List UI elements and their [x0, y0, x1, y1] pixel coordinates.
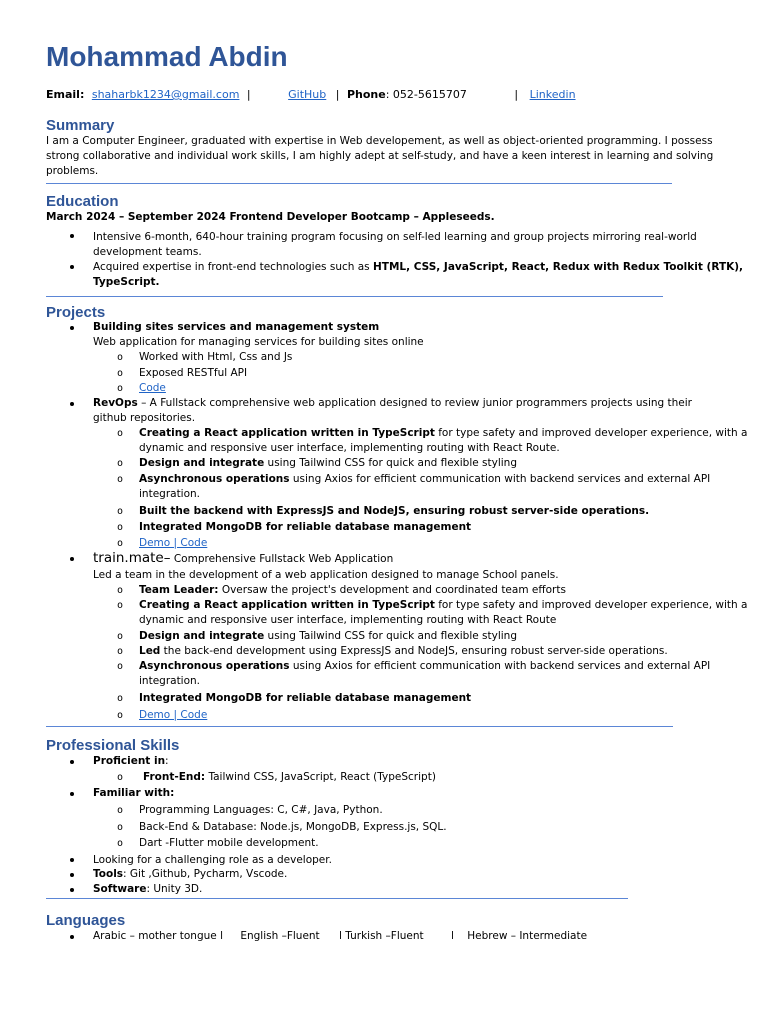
bullet-icon: [70, 873, 74, 877]
sub-bullet-icon: o: [117, 661, 124, 672]
project-item: Built the backend with ExpressJS and NodeJS, ensuring robust server-side operations.: [139, 505, 650, 517]
linkedin-link[interactable]: Linkedin: [529, 88, 576, 101]
sub-bullet-icon: o: [117, 352, 124, 363]
item-text: dynamic and responsive user interface, implementing routing with React Route: [139, 614, 557, 626]
language-item: English –Fluent: [240, 930, 320, 942]
email-link[interactable]: shaharbk1234@gmail.com: [91, 88, 240, 101]
colon: :: [165, 755, 169, 767]
skill-text: Tailwind CSS, JavaScript, React (TypeScript): [205, 771, 436, 783]
sub-bullet-icon: o: [117, 710, 124, 721]
project-code-link[interactable]: Code: [139, 382, 166, 394]
bullet-icon: [70, 326, 74, 330]
summary-line: problems.: [46, 165, 99, 177]
education-entry: March 2024 – September 2024 Frontend Developer Bootcamp – Appleseeds.: [46, 211, 495, 223]
bullet-icon: [70, 402, 74, 406]
project-item: [139, 644, 668, 659]
bullet-text: development teams.: [93, 246, 202, 258]
project-item: [139, 426, 747, 456]
skills-proficient: [93, 754, 169, 769]
bullet-text-bold: HTML, CSS, JavaScript, React, Redux with Redux Toolkit (RTK),: [373, 261, 744, 273]
summary-text: [46, 134, 713, 179]
project-item: Exposed RESTful API: [139, 367, 248, 379]
sub-bullet-icon: o: [117, 772, 124, 783]
bullet-icon: [70, 935, 74, 939]
sub-bullet-icon: o: [117, 522, 124, 533]
bullet-icon: [70, 557, 74, 561]
project-header: [93, 551, 393, 567]
item-bold: Asynchronous operations: [139, 660, 290, 672]
project-item: [139, 583, 566, 598]
project-demo-code-link[interactable]: Demo | Code: [139, 537, 208, 549]
item-bold: Asynchronous operations: [139, 473, 290, 485]
divider: [46, 898, 628, 899]
summary-line: strong collaborative and individual work skills, I am highly adept at self-study, and have a keen interest in learning and solving: [46, 150, 714, 162]
education-bullet: [93, 230, 697, 260]
sub-bullet-icon: o: [117, 646, 124, 657]
language-item: l Turkish –Fluent: [339, 930, 424, 942]
item-text: the back-end development using ExpressJS and NodeJS, ensuring robust server-side operations.: [160, 645, 668, 657]
sub-bullet-icon: o: [117, 693, 124, 704]
skills-software: [93, 882, 202, 897]
project-title: Building sites services and management system: [93, 321, 380, 333]
sub-bullet-icon: o: [117, 600, 124, 611]
phone-label: Phone: [346, 88, 386, 101]
sub-bullet-icon: o: [117, 822, 124, 833]
languages-line: [93, 929, 587, 944]
skill-label: Tools: [93, 868, 124, 880]
item-bold: Led: [139, 645, 161, 657]
summary-heading: Summary: [46, 117, 115, 134]
item-text: using Tailwind CSS for quick and flexible styling: [264, 630, 517, 642]
phone-value: : 052-5615707: [385, 88, 467, 101]
sub-bullet-icon: o: [117, 838, 124, 849]
project-item: [139, 456, 517, 471]
skill-item: Programming Languages: C, C#, Java, Python.: [139, 804, 383, 816]
skill-item: Back-End & Database: Node.js, MongoDB, Express.js, SQL.: [139, 821, 447, 833]
skill-item: Dart -Flutter mobile development.: [139, 837, 319, 849]
item-text: for type safety and improved developer experience, with a: [434, 599, 748, 611]
languages-heading: Languages: [46, 912, 126, 929]
education-heading: Education: [46, 193, 119, 210]
separator: |: [246, 88, 251, 101]
skill-label: Front-End:: [143, 771, 206, 783]
item-text: using Axios for efficient communication with backend services and external API: [289, 473, 711, 485]
skills-familiar: Familiar with:: [93, 787, 175, 799]
sub-bullet-icon: o: [117, 805, 124, 816]
project-item: [139, 629, 517, 644]
sub-bullet-icon: o: [117, 458, 124, 469]
project-description: github repositories.: [93, 412, 196, 424]
project-title: train.mate: [93, 550, 164, 566]
skills-tools: [93, 867, 287, 882]
item-bold: Team Leader:: [139, 584, 219, 596]
project-description: Led a team in the development of a web application designed to manage School panels.: [93, 569, 559, 581]
bullet-icon: [70, 858, 74, 862]
summary-line: I am a Computer Engineer, graduated with expertise in Web developement, as well as object-oriented programming. I possess: [46, 135, 713, 147]
project-item: [139, 472, 710, 502]
sub-bullet-icon: o: [117, 506, 124, 517]
divider: [46, 726, 673, 727]
item-bold: Design and integrate: [139, 457, 265, 469]
project-item: Integrated MongoDB for reliable database management: [139, 521, 472, 533]
item-bold: Creating a React application written in TypeScript: [139, 599, 435, 611]
item-text: integration.: [139, 488, 201, 500]
language-item: Hebrew – Intermediate: [467, 930, 588, 942]
skills-heading: Professional Skills: [46, 737, 180, 754]
bullet-icon: [70, 760, 74, 764]
skill-text: : Git ,Github, Pycharm, Vscode.: [123, 868, 288, 880]
project-header: [93, 396, 692, 426]
bullet-text: Intensive 6-month, 640-hour training program focusing on self-led learning and group projects mirroring real-world: [93, 231, 697, 243]
skill-label: Proficient in: [93, 755, 166, 767]
github-link[interactable]: GitHub: [288, 88, 327, 101]
project-description: – A Fullstack comprehensive web application designed to review junior programmers projects using their: [137, 397, 692, 409]
skill-item: [143, 770, 436, 785]
divider: [46, 183, 672, 184]
bullet-icon: [70, 888, 74, 892]
project-description: Comprehensive Fullstack Web Application: [170, 553, 394, 565]
project-item: Worked with Html, Css and Js: [139, 351, 293, 363]
project-item: [139, 659, 710, 689]
divider: [46, 296, 663, 297]
project-description: Web application for managing services for building sites online: [93, 336, 424, 348]
bullet-icon: [70, 792, 74, 796]
item-bold: Design and integrate: [139, 630, 265, 642]
sub-bullet-icon: o: [117, 383, 124, 394]
project-title: RevOps: [93, 397, 138, 409]
sub-bullet-icon: o: [117, 428, 124, 439]
email-label: Email:: [46, 88, 85, 101]
projects-heading: Projects: [46, 304, 106, 321]
separator: |: [514, 88, 519, 101]
skills-looking: Looking for a challenging role as a developer.: [93, 854, 332, 866]
separator: l: [450, 930, 454, 942]
item-text: Oversaw the project's development and coordinated team efforts: [218, 584, 566, 596]
bullet-icon: [70, 265, 74, 269]
separator: |: [335, 88, 340, 101]
contact-line: [46, 87, 576, 103]
sub-bullet-icon: o: [117, 474, 124, 485]
dash: –: [163, 550, 171, 566]
sub-bullet-icon: o: [117, 631, 124, 642]
skill-label: Software: [93, 883, 147, 895]
education-bullet: [93, 260, 743, 290]
bullet-text: Acquired expertise in front-end technologies such as: [93, 261, 373, 273]
item-text: using Tailwind CSS for quick and flexible styling: [264, 457, 517, 469]
language-item: Arabic – mother tongue l: [93, 930, 223, 942]
bullet-text-bold: TypeScript.: [93, 276, 160, 288]
item-text: for type safety and improved developer experience, with a: [434, 427, 748, 439]
item-text: using Axios for efficient communication with backend services and external API: [289, 660, 711, 672]
sub-bullet-icon: o: [117, 368, 124, 379]
item-text: dynamic and responsive user interface, implementing routing with React Route.: [139, 442, 560, 454]
project-item: Integrated MongoDB for reliable database management: [139, 692, 472, 704]
item-text: integration.: [139, 675, 201, 687]
bullet-icon: [70, 234, 74, 238]
project-item: [139, 598, 747, 628]
candidate-name: Mohammad Abdin: [46, 41, 288, 72]
item-bold: Creating a React application written in TypeScript: [139, 427, 435, 439]
skill-text: : Unity 3D.: [146, 883, 203, 895]
project-demo-code-link[interactable]: Demo | Code: [139, 709, 208, 721]
sub-bullet-icon: o: [117, 538, 124, 549]
sub-bullet-icon: o: [117, 585, 124, 596]
